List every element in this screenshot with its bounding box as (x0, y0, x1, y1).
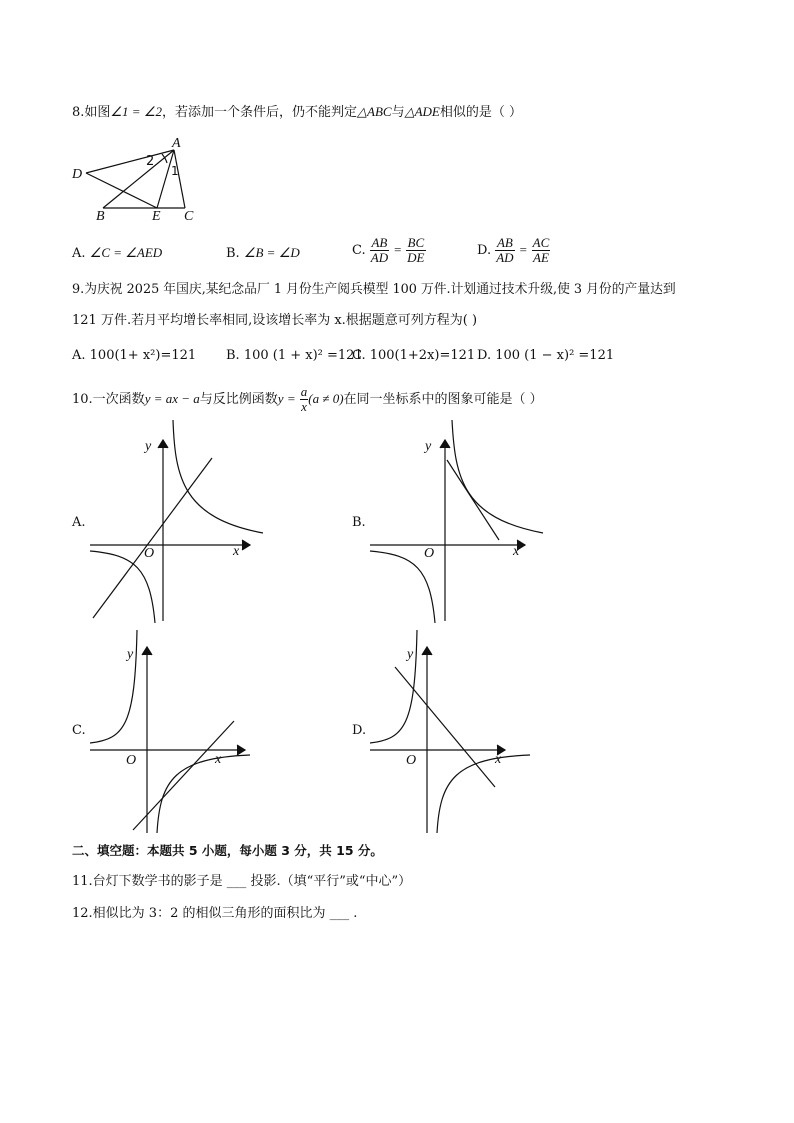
q10-recip-cond: (a ≠ 0) (308, 391, 344, 406)
graph-b-y-label: y (425, 439, 432, 454)
q8-triangle-figure (70, 135, 210, 225)
frac-num: AB (371, 235, 388, 250)
q8-stem-mid: ，若添加一个条件后，仍不能判定 (162, 105, 358, 120)
q10-graph-a-label: A. (72, 515, 86, 530)
q8-option-c-frac2 (406, 236, 425, 265)
q8-stem-post: 相似的是（ ） (439, 105, 523, 120)
q10-graph-a (85, 418, 285, 623)
graph-c-y-label: y (127, 647, 134, 662)
q8-option-d-frac1 (495, 236, 514, 265)
q11-text: 11.台灯下数学书的影子是 ___ 投影.（填“平行”或“中心”） (72, 874, 412, 889)
q8-stem (72, 104, 522, 121)
q8-label-c: C (184, 209, 194, 224)
q8-label-d: D (72, 167, 83, 182)
section2-title: 二、填空题：本题共 5 小题，每小题 3 分，共 15 分。 (72, 843, 383, 858)
q8-option-d-frac2 (532, 236, 551, 265)
q8-option-a-label: A. (72, 246, 86, 261)
q8-label-b: B (96, 209, 105, 224)
q8-option-a (72, 245, 162, 262)
q10-graph-d-label: D. (352, 723, 367, 738)
graph-c-origin-label: O (126, 753, 137, 768)
q10-graph-c-label: C. (72, 723, 86, 738)
frac-num: AB (496, 235, 513, 250)
frac-num: a (300, 384, 308, 399)
frac-den: AE (533, 250, 549, 265)
q8-option-a-text: ∠C = ∠AED (89, 245, 163, 260)
q10-graph-d (365, 625, 565, 835)
q9-stem-line1: 9.为庆祝 2025 年国庆,某纪念品厂 1 月份生产阅兵模型 100 万件.计划通过技术升级,使 3 月份的产量达到 (72, 282, 676, 297)
q8-stem-pre: 8.如图 (72, 105, 111, 120)
q8-label-e: E (152, 209, 161, 224)
q8-triangle-abc: △ABC (357, 104, 392, 119)
graph-a-origin-label: O (144, 546, 155, 561)
q8-label-a: A (172, 136, 181, 151)
q10-stem-post: 在同一坐标系中的图象可能是（ ） (343, 392, 543, 407)
frac-num: AC (532, 235, 550, 250)
q10-stem-mid: 与反比例函数 (199, 392, 278, 407)
graph-a-x-label: x (233, 544, 240, 559)
q10-linear-function: y = ax − a (144, 391, 200, 406)
graph-d-y-label: y (407, 647, 414, 662)
graph-b-x-label: x (513, 544, 520, 559)
q9-option-a: A. 100(1+ x²)=121 (72, 348, 197, 363)
q8-option-c-label: C. (352, 243, 366, 258)
graph-b-origin-label: O (424, 546, 435, 561)
q10-graph-b (365, 418, 565, 623)
q8-option-b-text: ∠B = ∠D (243, 245, 300, 260)
q9-option-c: C. 100(1+2x)=121 (352, 348, 476, 363)
graph-a-y-label: y (145, 439, 152, 454)
q8-option-c-frac1 (370, 236, 389, 265)
q8-stem-with: 与 (391, 105, 405, 120)
q8-option-d-label: D. (477, 243, 492, 258)
q8-equals: = (518, 242, 528, 257)
frac-den: DE (407, 250, 425, 265)
q9-option-b: B. 100 (1 + x)² =121 (226, 348, 363, 363)
q8-label-2: 2 (146, 154, 155, 169)
q8-label-1: 1 (171, 164, 179, 178)
frac-num: BC (407, 235, 425, 250)
graph-d-x-label: x (495, 752, 502, 767)
q10-reciprocal-fraction (300, 385, 309, 414)
frac-den: x (301, 399, 307, 414)
q8-option-d (477, 236, 550, 265)
q8-equals: = (393, 242, 403, 257)
q10-graph-c (85, 625, 285, 835)
q12-text: 12.相似比为 3：2 的相似三角形的面积比为 ___ . (72, 906, 358, 921)
q8-angle-condition: ∠1 = ∠2 (110, 104, 162, 119)
q8-option-c (352, 236, 426, 265)
q10-stem-pre: 10.一次函数 (72, 392, 145, 407)
graph-c-x-label: x (215, 752, 222, 767)
q9-option-d: D. 100 (1 − x)² =121 (477, 348, 615, 363)
q10-recip-lhs: y = (277, 391, 296, 406)
frac-den: AD (370, 250, 389, 265)
q8-triangle-ade: △ADE (404, 104, 440, 119)
q8-option-b-label: B. (226, 246, 240, 261)
q10-graph-b-label: B. (352, 515, 366, 530)
q9-stem-line2: 121 万件.若月平均增长率相同,设该增长率为 x.根据题意可列方程为( ) (72, 313, 478, 328)
frac-den: AD (496, 250, 514, 265)
q10-stem (72, 385, 543, 414)
q8-option-b (226, 245, 300, 262)
graph-d-origin-label: O (406, 753, 417, 768)
